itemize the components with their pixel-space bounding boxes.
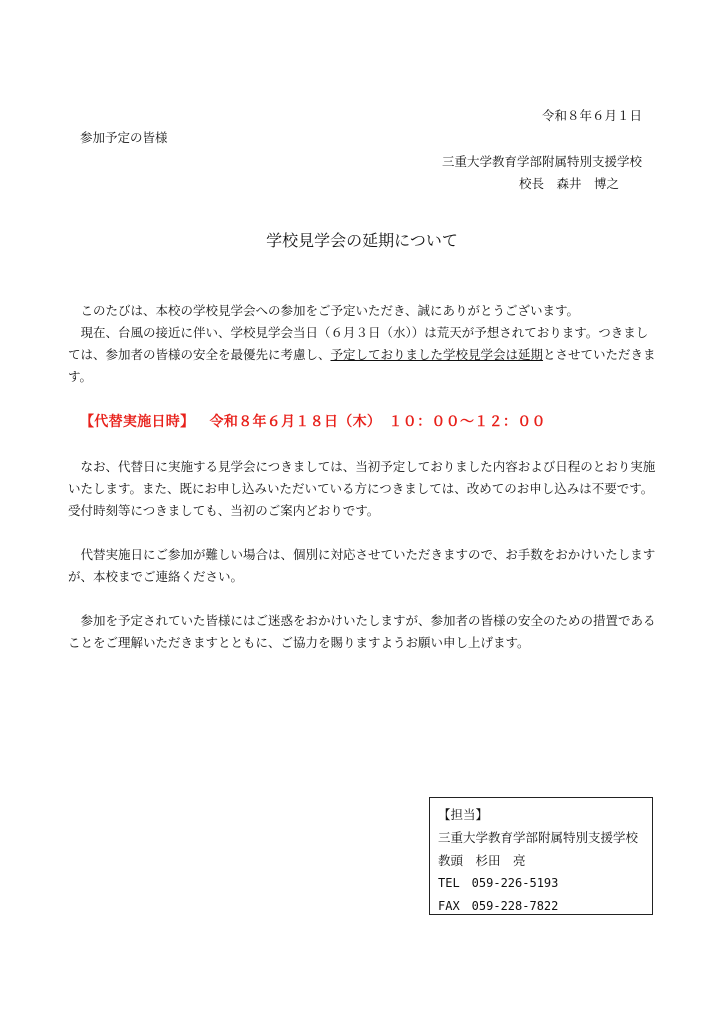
sender-school: 三重大学教育学部附属特別支援学校 [441, 154, 642, 169]
paragraph-greeting [68, 300, 658, 388]
postponement-text-after: とさせていただきます。 [68, 347, 656, 384]
contact-box [429, 797, 653, 915]
paragraph-closing [68, 610, 658, 654]
document-date: 令和８年６月１日 [541, 108, 642, 123]
contact-request-text: 代替実施日にご参加が難しい場合は、個別に対応させていただきますので、お手数をおかけいたしますが、本校までご連絡ください。 [68, 547, 656, 584]
postponement-text-before: 現在、台風の接近に伴い、学校見学会当日（６月３日（水））は荒天が予想されております。つきましては、参加者の皆様の安全を最優先に考慮し、 [68, 325, 649, 362]
contact-tel: TEL 059-226-5193 [438, 876, 559, 890]
alternate-label: 【代替実施日時】 [80, 414, 195, 430]
paragraph-details [68, 456, 658, 522]
document-title: 学校見学会の延期について [266, 231, 458, 250]
paragraph-postponement [68, 322, 658, 388]
sender-principal: 校長 森井 博之 [518, 176, 619, 191]
contact-school: 三重大学教育学部附属特別支援学校 [438, 830, 639, 845]
greeting-text: このたびは、本校の学校見学会への参加をご予定いただき、誠にありがとうございます。 [80, 303, 580, 318]
postponement-underlined: 予定しておりました学校見学会は延期 [330, 347, 544, 362]
alternate-datetime: 令和８年６月１８日（木） １０：００～１２：００ [209, 414, 546, 430]
contact-heading: 【担当】 [438, 807, 489, 822]
alternate-date-line [68, 411, 658, 433]
contact-person: 教頭 杉田 亮 [438, 853, 526, 868]
addressee: 参加予定の皆様 [80, 130, 168, 145]
contact-fax: FAX 059-228-7822 [438, 899, 559, 913]
closing-text: 参加を予定されていた皆様にはご迷惑をおかけいたしますが、参加者の皆様の安全のための措置であることをご理解いただきますとともに、ご協力を賜りますようお願い申し上げます。 [68, 613, 656, 650]
paragraph-contact-request [68, 544, 658, 588]
details-text: なお、代替日に実施する見学会につきましては、当初予定しておりました内容および日程のとおり実施いたします。また、既にお申し込みいただいている方につきましては、改めてのお申し込みは不要です。受付時刻等につきましても、当初のご案内どおりです。 [68, 459, 656, 518]
